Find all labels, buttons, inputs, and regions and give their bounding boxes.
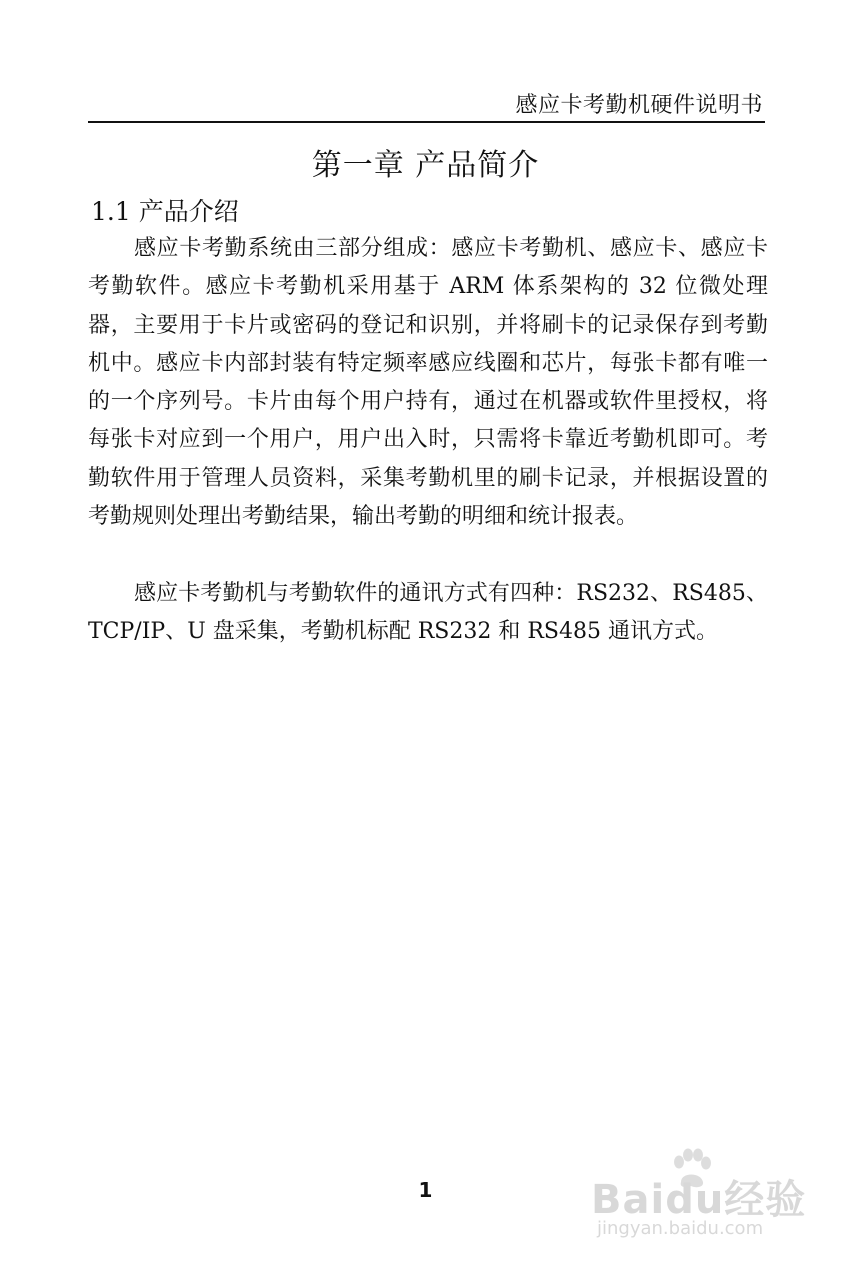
watermark (591, 1148, 811, 1248)
chapter-title: 第一章 产品简介 (311, 148, 540, 183)
body-paragraph: 感应卡考勤系统由三部分组成：感应卡考勤机、感应卡、感应卡考勤软件。感应卡考勤机采用基于 ARM 体系架构的 32 位微处理器，主要用于卡片或密码的登记和识别，并将刷卡的记录保存到考勤机中。感应卡内部封装有特定频率感应线圈和芯片，每张卡都有唯一的一个序列号。卡片由每个用户持有，通过在机器或软件里授权，将每张卡对应到一个用户，用户出入时，只需将卡靠近考勤机即可。考勤软件用于管理人员资料，采集考勤机里的刷卡记录，并根据设置的考勤规则处理出考勤结果，输出考勤的明细和统计报表。 (88, 236, 768, 530)
watermark-url: jingyan.baidu.com (597, 1218, 764, 1239)
body-paragraph: 感应卡考勤机与考勤软件的通讯方式有四种：RS232、RS485、TCP/IP、U 盘采集，考勤机标配 RS232 和 RS485 通讯方式。 (88, 581, 768, 645)
running-header-title: 感应卡考勤机硬件说明书 (515, 93, 763, 118)
page-number: 1 (418, 1178, 433, 1202)
watermark-logo-text: Baidu经验 (591, 1177, 807, 1223)
section-heading: 1.1 产品介绍 (91, 197, 239, 226)
header-rule (88, 121, 765, 123)
